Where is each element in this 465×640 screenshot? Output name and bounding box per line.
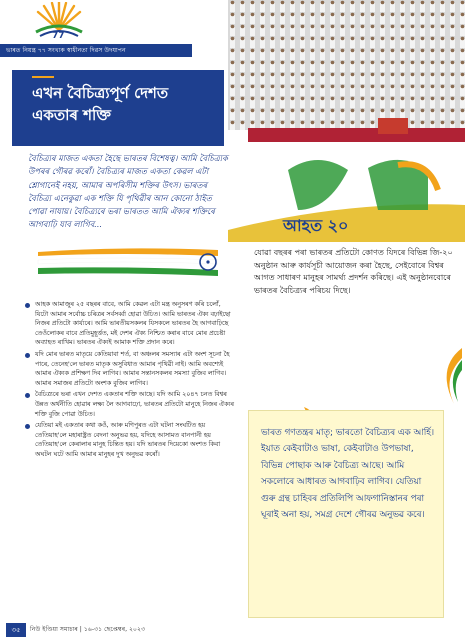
headline-line2: একতাৰ শক্তি: [32, 106, 111, 124]
list-item: বৈচিত্ৰ্যৰে ভৰা এখন দেশত একতাৰ শক্তি আছে। যদি আমি ২০৪৭ চনত বিশ্বৰ উন্নত অৰ্থনীতি হোৱাৰ লক্ষ্য লৈ আগবাঢ়ো, ভাৰতৰ প্ৰতিটো মানুহে নিজৰ ঐক্যৰ শক্তি বুজি পোৱা উচিত।: [25, 390, 235, 419]
bullet-icon: [25, 393, 30, 398]
bullet-icon: [25, 353, 30, 358]
bullet-icon: [25, 303, 30, 308]
bullet-icon: [25, 424, 30, 429]
issue-tagline: ভাৰত নিয়ন্ত্ৰ ৭৭ সংখ্যক স্বাধীনতা দিৱস উদযাপন: [0, 44, 192, 57]
right-paragraph: যোৱা বছৰৰ পৰা ভাৰতৰ প্ৰতিটো কোণত যিদৰে বিভিন্ন জি-২০ অনুষ্ঠান আৰু কাৰ্যসূচী আয়োজন কৰা হৈছে, সেইবোৰে বিশ্বৰ আগত সাধাৰণ মানুহৰ সামৰ্থ্য প্ৰদৰ্শন কৰিছে। এই অনুষ্ঠানবোৰে ভাৰতৰ বৈচিত্ৰ্যৰ পৰিচয় দিছে।: [254, 248, 453, 295]
bullet-list: [25, 300, 235, 462]
headline: [32, 82, 216, 126]
independence-day-emblem: [30, 2, 88, 42]
intro-paragraph: বৈচিত্ৰ্যৰ মাজত একতা হৈছে ভাৰতৰ বিশেষত্ব। আমি বৈচিত্ৰ্যক উপৰৰ গৌৰৱ কৰোঁ। বৈচিত্ৰ্যৰ মাজত একতা কেৱল এটা শ্লোগানেই নহয়, আমাৰ অপৰিসীম শক্তিৰ উৎস। ভাৰতৰ বৈচিত্ৰ্য এনেকুৱা এক শক্তি যি পৃথিৱীৰ আন কোনো ঠাইত পোৱা নাযায়। বৈচিত্ৰ্যৰে ভৰা ভাৰতত আমি ঐক্যৰ শক্তিৰে আগবাঢ়ি যাব লাগিব...: [28, 153, 228, 230]
headline-line1: এখন বৈচিত্ৰ্যপূৰ্ণ দেশত: [32, 84, 169, 102]
emblem-digits: 77: [52, 31, 65, 41]
quote-box: [248, 410, 444, 618]
page-number: ৩৫: [6, 623, 26, 637]
flag-swirl-icon: [434, 348, 464, 404]
quote-text: ভাৰত গণতন্ত্ৰৰ মাতৃ; ভাৰতো বৈচিত্ৰ্যৰ এক আৰ্হি। ইয়াত কেইবাটাও ভাষা, কেইবাটাও উপভাষা, বিভিন্ন পোছাক আৰু বৈচিত্ৰ্য আছে। আমি সকলোৰে আধাৰত আগবাঢ়িব লাগিব। যেতিয়া গুৰু গ্ৰন্থ চাহিবৰ প্ৰতিলিপি আফগানিস্তানৰ পৰা ঘূৰাই অনা হয়, সমগ্ৰ দেশে গৌৰৱ অনুভৱ কৰে।: [261, 428, 435, 521]
list-item: আহক আমাজুৰ ২৫ বছৰৰ বাবে, আমি কেৱল এটা মন্ত্ৰ অনুসৰণ কৰি চলোঁ, যিটো আমাৰ সৰ্বোচ্চ চৰিত্ৰৰ সৰ্বসৰ্ব্বা হোৱা উচিত। আমি ভাৰতৰ ঐক্য বঢ়াইছো নিজৰ প্ৰতিটো কাৰ্য্যৰে। আমি ভাৰতীয়সকলৰ যিসকলে ভাৰতৰ হৈ আগবাঢ়িছে তেওঁলোকৰ বাবে প্ৰতিমুহূৰ্ত্তত, মই দেশৰ ঐক্য নিশ্চিত কৰাৰ বাবে মোৰ প্ৰচেষ্টা অব্যাহত ৰাখিম। ভাৰতৰ ঐক্যই আমাক শক্তি প্ৰদান কৰে।: [25, 300, 235, 348]
publication-info: নিউ ইণ্ডিয়া সমাচাৰ | ১৬-৩১ ছেপ্তেম্বৰ, ২০২৩: [30, 626, 146, 633]
photo-caption-text: আহত ২০: [283, 216, 349, 235]
tricolor-swoosh: [18, 232, 218, 294]
list-item: যদি মোৰ ভাৰত মাতৃয়ে কেতিয়াবা শৰ্ত, বা অঞ্চলৰ সমস্যাৰ এটা অংশ সূচনা হৈ পাৰে, তেনেহ'লে ভাৰত মাতৃক অসুবিধাত আমাৰ পৃথিৱী নাই। আমি অবশ্যেই আমাৰ ঐক্যক প্ৰশিক্ষণ দিব লাগিব। আমাৰ সন্তানসকলৰ সমস্যা বুজিব লাগিব। আমাৰ সমাজৰ প্ৰতিটো অংশক বুজিব লাগিব।: [25, 350, 235, 388]
headline-accent: [32, 76, 54, 78]
parade-photo: [228, 0, 465, 242]
list-item: যেতিয়া মই একতাৰ কথা কওঁ, আৰু মণিপুৰত এটা ঘটনা সংঘটিত হয় তেতিয়াহ'লে মহাৰাষ্ট্ৰত বেদনা অনুভৱ হয়, যদিহে আসামত বানপানী হয় তেতিয়াহ'লে কেৰালাৰ মানুহ চিন্তিত হয়। যদি ভাৰতৰ দিয়েকো অংশত কিবা অঘটন ঘটে আমি আমাৰ মানুহৰ দুখ অনুভৱ কৰোঁ।: [25, 421, 235, 459]
page-footer: [0, 620, 465, 640]
headline-box: [12, 70, 224, 146]
